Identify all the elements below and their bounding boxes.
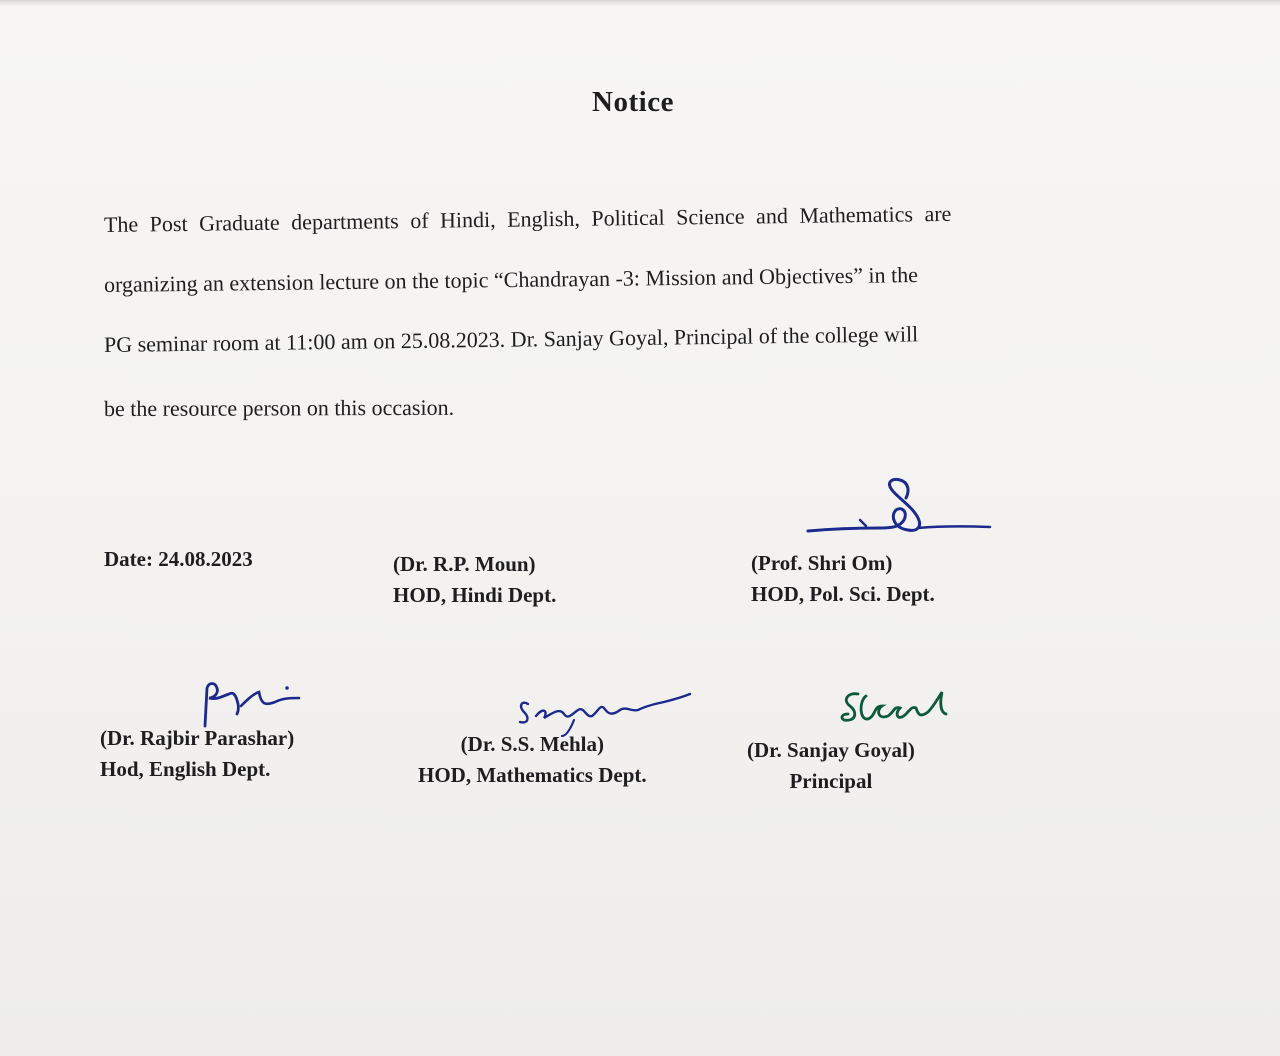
signatory-designation: HOD, Mathematics Dept. — [418, 763, 647, 787]
notice-body-line: PG seminar room at 11:00 am on 25.08.2023. Dr. Sanjay Goyal, Principal of the college will — [103, 321, 919, 357]
signatory-designation: Principal — [789, 769, 873, 793]
signatory-name: (Prof. Shri Om) — [751, 551, 893, 575]
signatory-shri-om — [751, 548, 935, 610]
signatory-designation: HOD, Pol. Sci. Dept. — [751, 582, 935, 606]
signature-shri-om — [800, 476, 1000, 546]
paper-top-edge — [0, 0, 1280, 6]
signatory-name: (Dr. Rajbir Parashar) — [100, 726, 295, 750]
signatory-mehla — [418, 729, 647, 791]
notice-date: Date: 24.08.2023 — [104, 547, 253, 571]
signatory-moun — [393, 549, 556, 611]
notice-title: Notice — [592, 86, 674, 118]
signatory-rajbir — [100, 723, 294, 785]
signatory-name: (Dr. Sanjay Goyal) — [747, 738, 915, 762]
signatory-designation: HOD, Hindi Dept. — [393, 583, 557, 607]
signatory-name: (Dr. S.S. Mehla) — [460, 732, 604, 756]
notice-body-line: be the resource person on this occasion. — [103, 394, 455, 421]
signatory-goyal — [747, 735, 915, 797]
notice-body-line: The Post Graduate departments of Hindi, English, Political Science and Mathematics are — [103, 200, 952, 237]
signatory-name: (Dr. R.P. Moun) — [393, 552, 536, 576]
notice-body-line: organizing an extension lecture on the topic “Chandrayan -3: Mission and Objectives” in the — [103, 262, 919, 297]
signatory-designation: Hod, English Dept. — [100, 757, 271, 781]
signature-sanjay-goyal — [836, 684, 956, 734]
